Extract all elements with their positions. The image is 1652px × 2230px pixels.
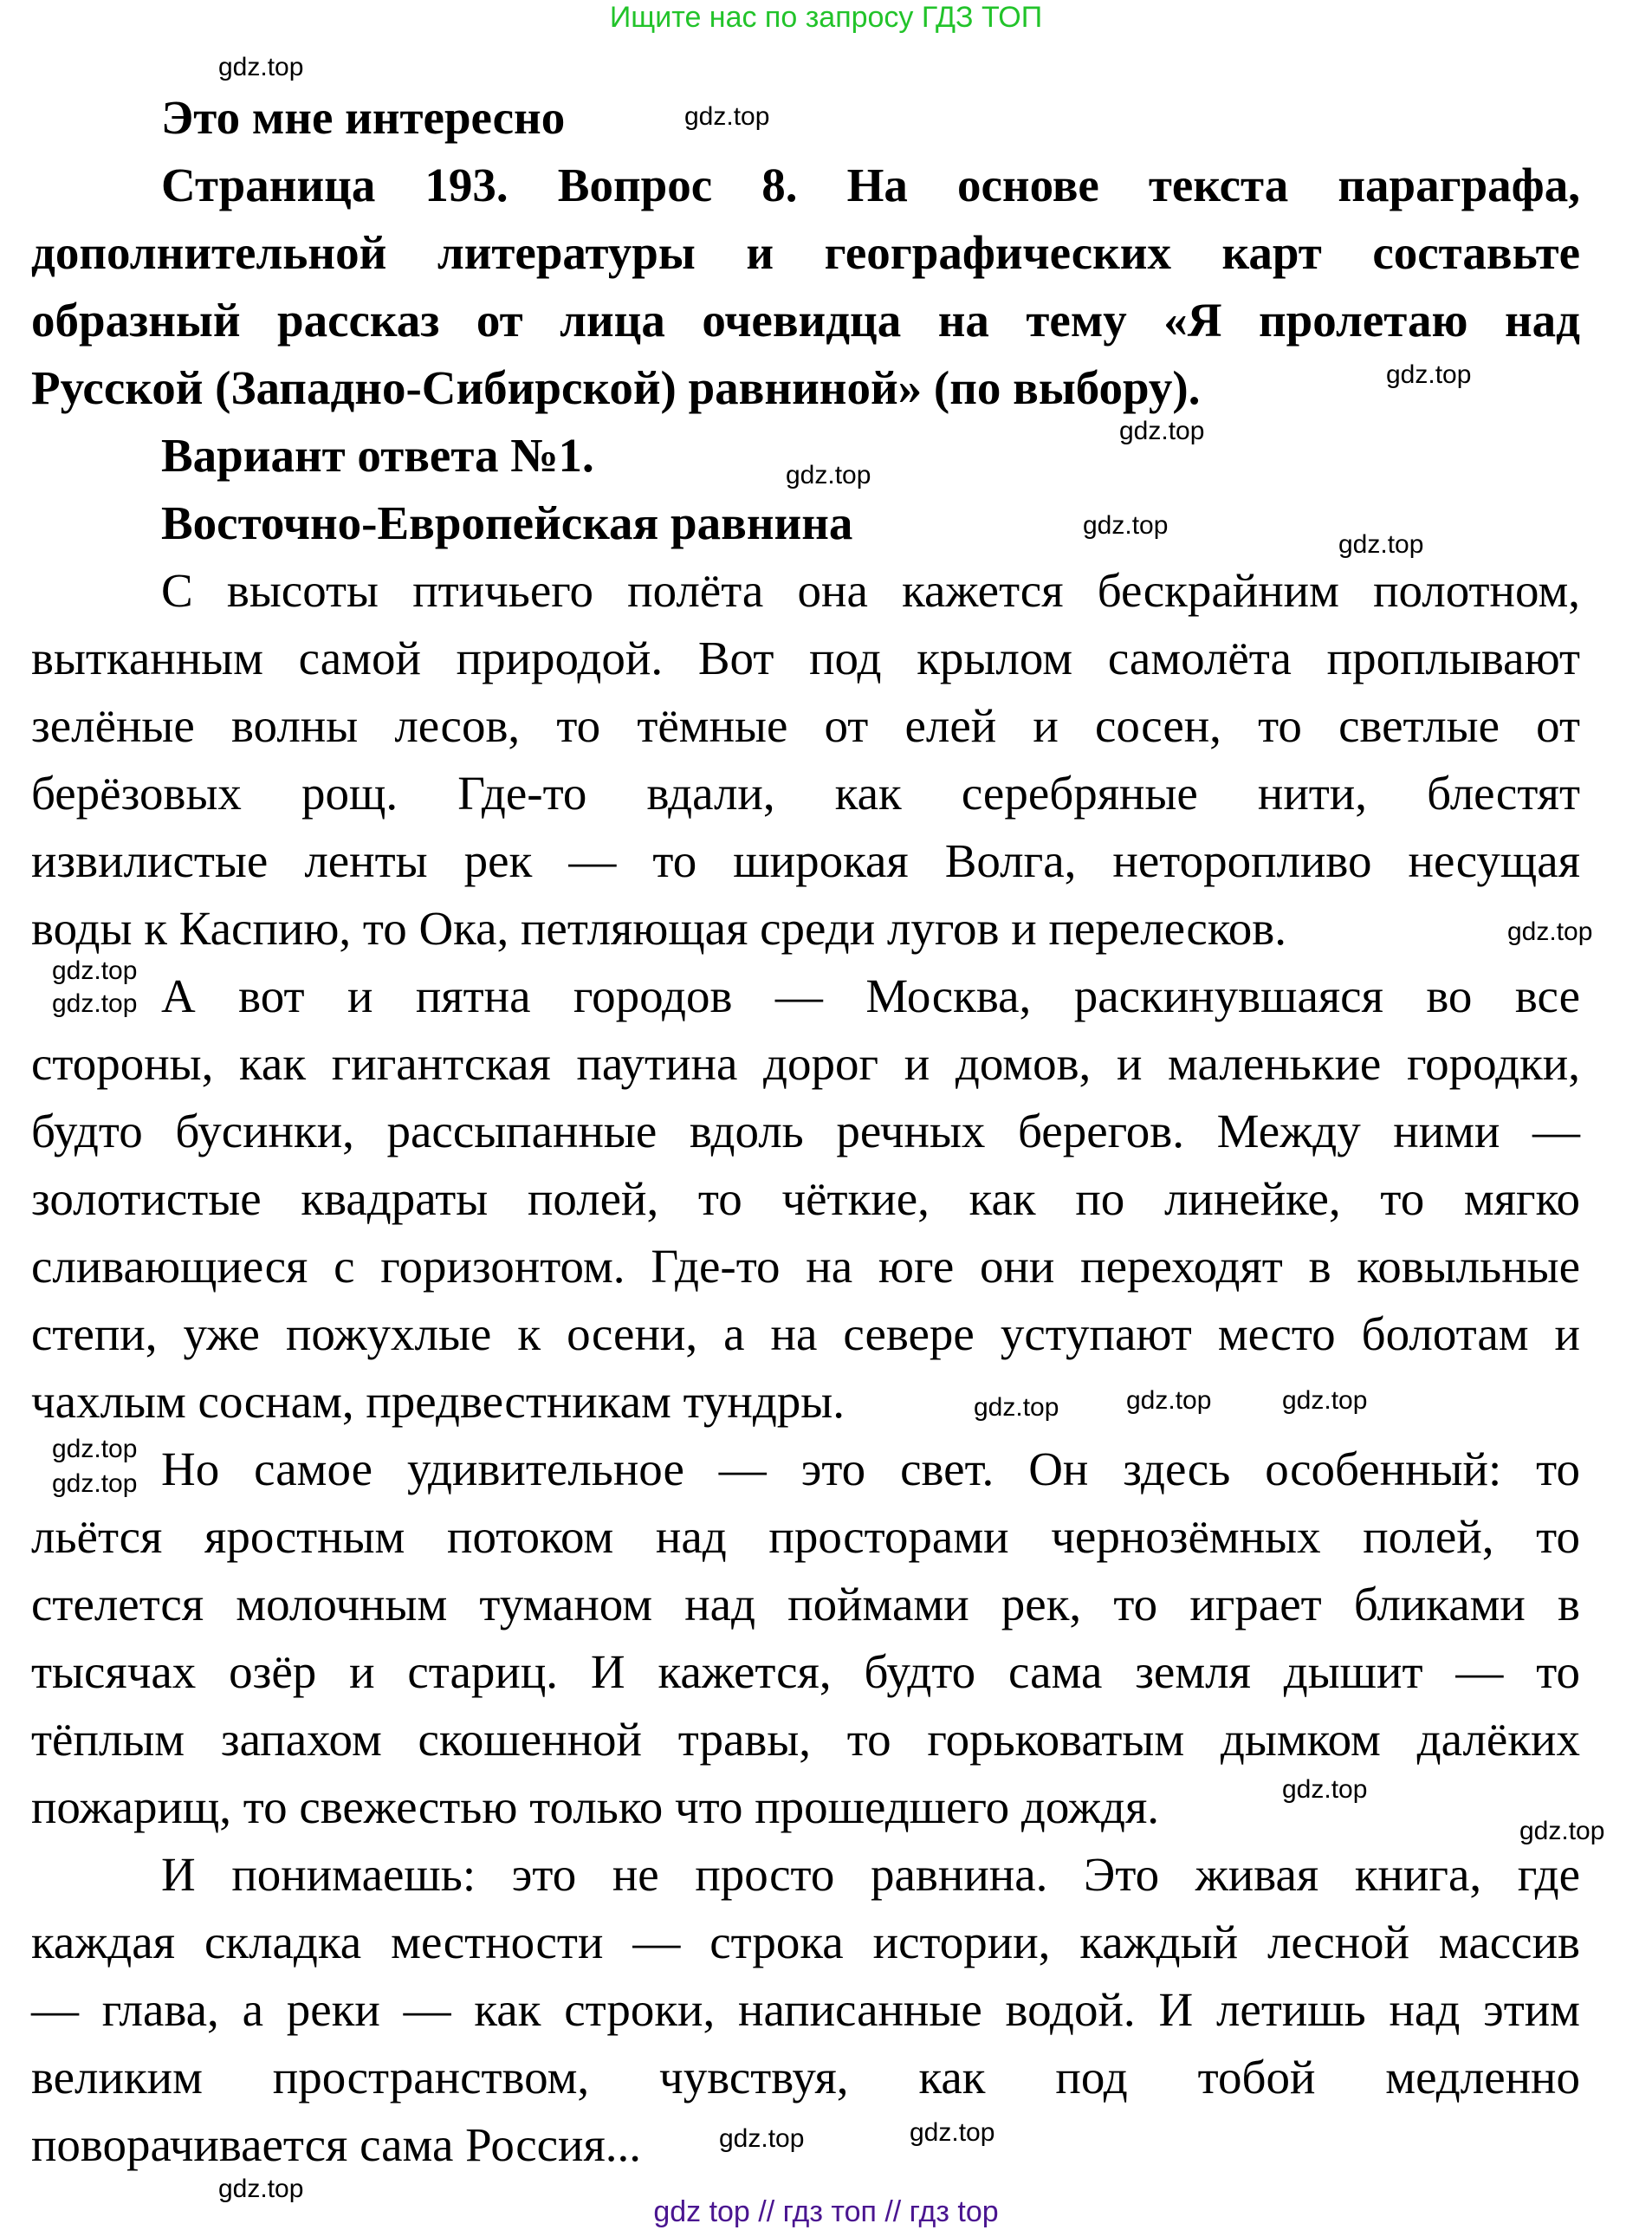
watermark: gdz.top	[719, 2124, 805, 2153]
paragraph-line: льётся яростным потоком над просторами чернозёмных полей, то	[31, 1510, 1580, 1563]
watermark: gdz.top	[1282, 1775, 1368, 1804]
paragraph-line: Но самое удивительное — это свет. Он здесь особенный: то	[161, 1442, 1580, 1495]
watermark: gdz.top	[52, 956, 138, 985]
paragraph-line: зелёные волны лесов, то тёмные от елей и сосен, то светлые от	[31, 699, 1580, 752]
paragraph-line: извилистые ленты рек — то широкая Волга, неторопливо несущая	[31, 834, 1580, 887]
watermark: gdz.top	[218, 53, 304, 81]
paragraph-line: чахлым соснам, предвестникам тундры.	[31, 1375, 845, 1428]
answer-variant-heading: Вариант ответа №1.	[161, 429, 594, 482]
watermark: gdz.top	[1507, 917, 1593, 946]
paragraph-line: стелется молочным туманом над поймами рек, то играет бликами в	[31, 1578, 1580, 1630]
paragraph-line: С высоты птичьего полёта она кажется бескрайним полотном,	[161, 564, 1580, 617]
paragraph-line: степи, уже пожухлые к осени, а на севере уступают место болотам и	[31, 1307, 1580, 1360]
paragraph-line: каждая складка местности — строка истории, каждый лесной массив	[31, 1916, 1580, 1968]
question-text: Русской (Западно-Сибирской) равниной» (по выбору).	[31, 361, 1201, 414]
question-text: образный рассказ от лица очевидца на тему «Я пролетаю над	[31, 294, 1580, 347]
paragraph-line: А вот и пятна городов — Москва, раскинувшаяся во все	[161, 969, 1580, 1022]
watermark: gdz.top	[786, 461, 871, 489]
paragraph-line: поворачивается сама Россия...	[31, 2118, 642, 2171]
watermark: gdz.top	[1338, 530, 1424, 559]
paragraph-line: будто бусинки, рассыпанные вдоль речных берегов. Между ними —	[31, 1105, 1580, 1157]
watermark: gdz.top	[1386, 360, 1472, 389]
paragraph-line: тёплым запахом скошенной травы, то горьковатым дымком далёких	[31, 1713, 1580, 1766]
watermark: gdz.top	[1126, 1386, 1212, 1415]
watermark: gdz.top	[52, 989, 138, 1018]
watermark: gdz.top	[52, 1469, 138, 1498]
watermark: gdz.top	[1119, 417, 1205, 445]
watermark: gdz.top	[1519, 1817, 1605, 1845]
paragraph-line: воды к Каспию, то Ока, петляющая среди лугов и перелесков.	[31, 902, 1286, 955]
paragraph-line: пожарищ, то свежестью только что прошедшего дождя.	[31, 1780, 1160, 1833]
document-body	[31, 84, 1580, 2179]
watermark: gdz.top	[910, 2118, 995, 2147]
paragraph-line: вытканным самой природой. Вот под крылом самолёта проплывают	[31, 632, 1580, 684]
watermark: gdz.top	[1083, 511, 1169, 540]
paragraph-line: берёзовых рощ. Где-то вдали, как серебряные нити, блестят	[31, 767, 1580, 820]
answer-title: Восточно-Европейская равнина	[161, 496, 853, 549]
footer-links: gdz top // гдз топ // гдз top	[653, 2195, 999, 2228]
paragraph-line: стороны, как гигантская паутина дорог и домов, и маленькие городки,	[31, 1037, 1580, 1090]
paragraph-line: золотистые квадраты полей, то чёткие, как по линейке, то мягко	[31, 1172, 1580, 1225]
watermark: gdz.top	[974, 1393, 1059, 1422]
watermark: gdz.top	[218, 2175, 304, 2203]
paragraph-line: И понимаешь: это не просто равнина. Это живая книга, где	[161, 1848, 1580, 1901]
watermark: gdz.top	[684, 102, 770, 131]
paragraph-line: сливающиеся с горизонтом. Где-то на юге они переходят в ковыльные	[31, 1240, 1580, 1293]
watermark: gdz.top	[1282, 1386, 1368, 1415]
question-text: Страница 193. Вопрос 8. На основе текста параграфа,	[161, 159, 1580, 211]
paragraph-line: тысячах озёр и стариц. И кажется, будто сама земля дышит — то	[31, 1645, 1580, 1698]
section-heading: Это мне интересно	[161, 91, 566, 144]
paragraph-line: великим пространством, чувствуя, как под тобой медленно	[31, 2051, 1580, 2104]
search-banner: Ищите нас по запросу ГДЗ ТОП	[609, 1, 1043, 34]
paragraph-line: — глава, а реки — как строки, написанные водой. И летишь над этим	[31, 1983, 1580, 2036]
watermark: gdz.top	[52, 1435, 138, 1463]
question-text: дополнительной литературы и географических карт составьте	[31, 226, 1580, 279]
